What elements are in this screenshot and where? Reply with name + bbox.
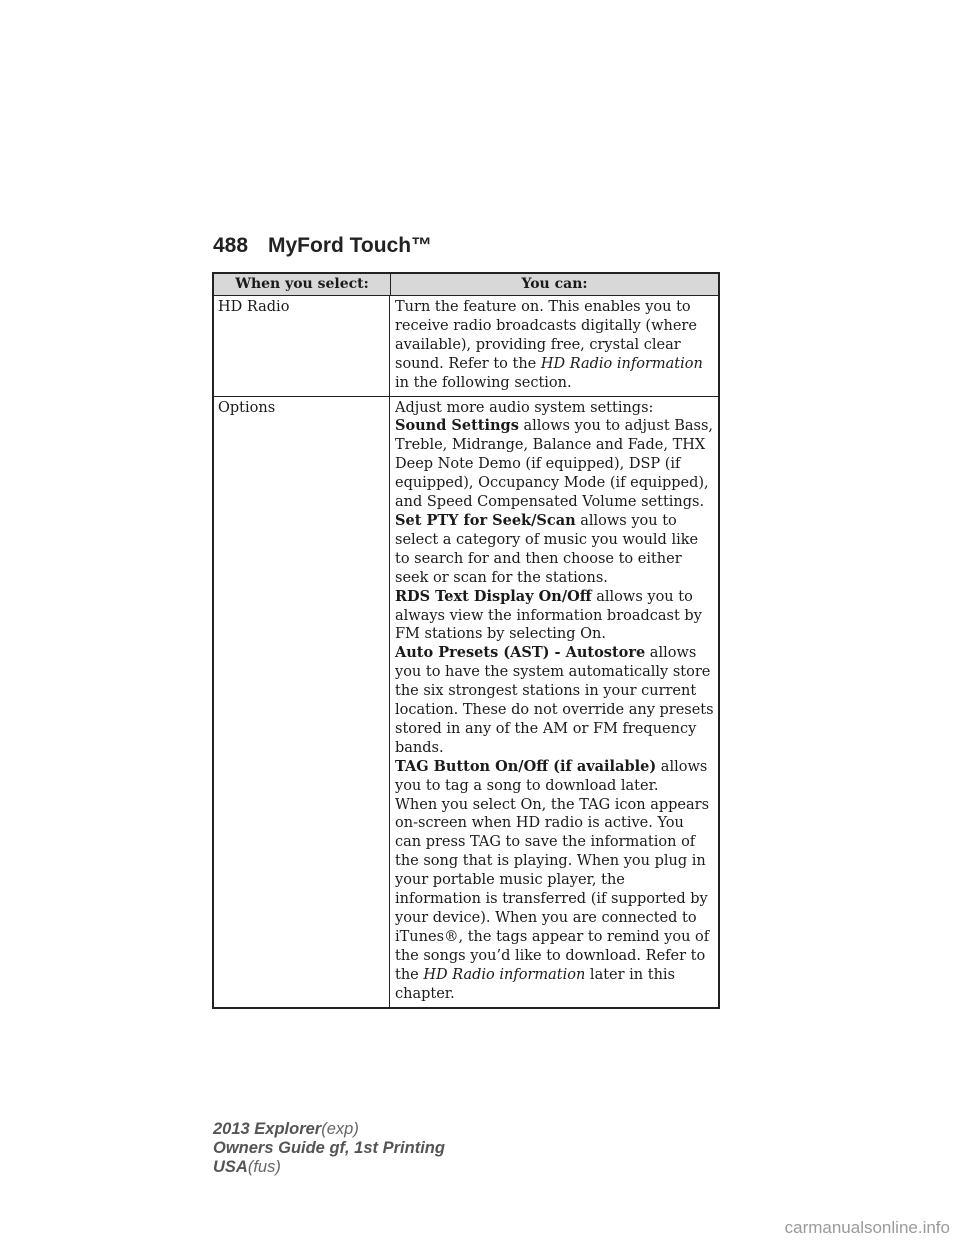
footer-model: 2013 Explorer	[213, 1120, 322, 1138]
tag-tail: later in this chapter.	[395, 966, 675, 1002]
options-intro: Adjust more audio system settings:	[395, 399, 654, 416]
option-term: Sound Settings	[395, 417, 519, 435]
tag-text: When you select On, the TAG icon appears on-screen when HD radio is active. You can press TAG to save the information of the song that is playing. When you plug in your portable music player, the information is transferred (if supported by your device). When you are connected to iTunes®, the tags appear to remind you of the songs you’d like to download. Refer to the	[395, 796, 710, 983]
option-desc: allows you to select a category of music you would like to search for and then choose to either seek or scan for the stations.	[395, 512, 699, 586]
option-item	[395, 417, 714, 512]
option-term: TAG Button On/Off (if available)	[395, 757, 657, 775]
cross-reference: HD Radio information	[540, 355, 703, 372]
option-item	[395, 512, 714, 588]
cell-select: HD Radio	[214, 296, 390, 396]
option-desc: allows you to have the system automatically store the six strongest stations in your current location. These do not override any presets stored in any of the AM or FM frequency bands.	[395, 645, 714, 756]
option-desc: allows you to adjust Bass, Treble, Midrange, Balance and Fade, THX Deep Note Demo (if equipped), DSP (if equipped), Occupancy Mode (if equipped), and Speed Compensated Volume settings.	[395, 418, 714, 511]
cell-description	[390, 296, 718, 396]
option-item	[395, 644, 714, 757]
footer-market: USA	[213, 1158, 248, 1176]
option-term: Auto Presets (AST) - Autostore	[395, 644, 646, 662]
table-row-hd-radio	[214, 296, 718, 397]
cross-reference: HD Radio information	[423, 966, 586, 983]
settings-table	[212, 272, 720, 1009]
option-item	[395, 758, 714, 796]
print-footer	[213, 1120, 445, 1177]
page-header	[213, 228, 720, 268]
page-number: 488	[213, 234, 249, 257]
column-header-select: When you select:	[214, 274, 391, 295]
table-row-options	[214, 397, 718, 1007]
column-header-action: You can:	[521, 276, 588, 292]
option-desc: allows you to tag a song to download later.	[395, 758, 708, 794]
option-term: Set PTY for Seek/Scan	[395, 511, 576, 529]
table-header-row	[214, 274, 718, 296]
hd-radio-text: Turn the feature on. This enables you to receive radio broadcasts digitally (where available), providing free, crystal clear sound. Refer to the	[395, 299, 697, 372]
option-item	[395, 588, 714, 645]
footer-market-code: (fus)	[247, 1158, 281, 1176]
cell-select: Options	[214, 397, 390, 1007]
footer-guide: Owners Guide gf, 1st Printing	[213, 1139, 445, 1157]
section-title: MyFord Touch™	[268, 234, 433, 257]
watermark: carmanualsonline.info	[784, 1218, 950, 1237]
option-term: RDS Text Display On/Off	[395, 587, 592, 605]
cell-description	[390, 397, 718, 1007]
footer-model-code: (exp)	[321, 1120, 359, 1138]
hd-radio-tail: in the following section.	[395, 374, 572, 391]
option-desc: allows you to always view the information broadcast by FM stations by selecting On.	[395, 588, 702, 643]
tag-paragraph	[395, 796, 714, 1004]
